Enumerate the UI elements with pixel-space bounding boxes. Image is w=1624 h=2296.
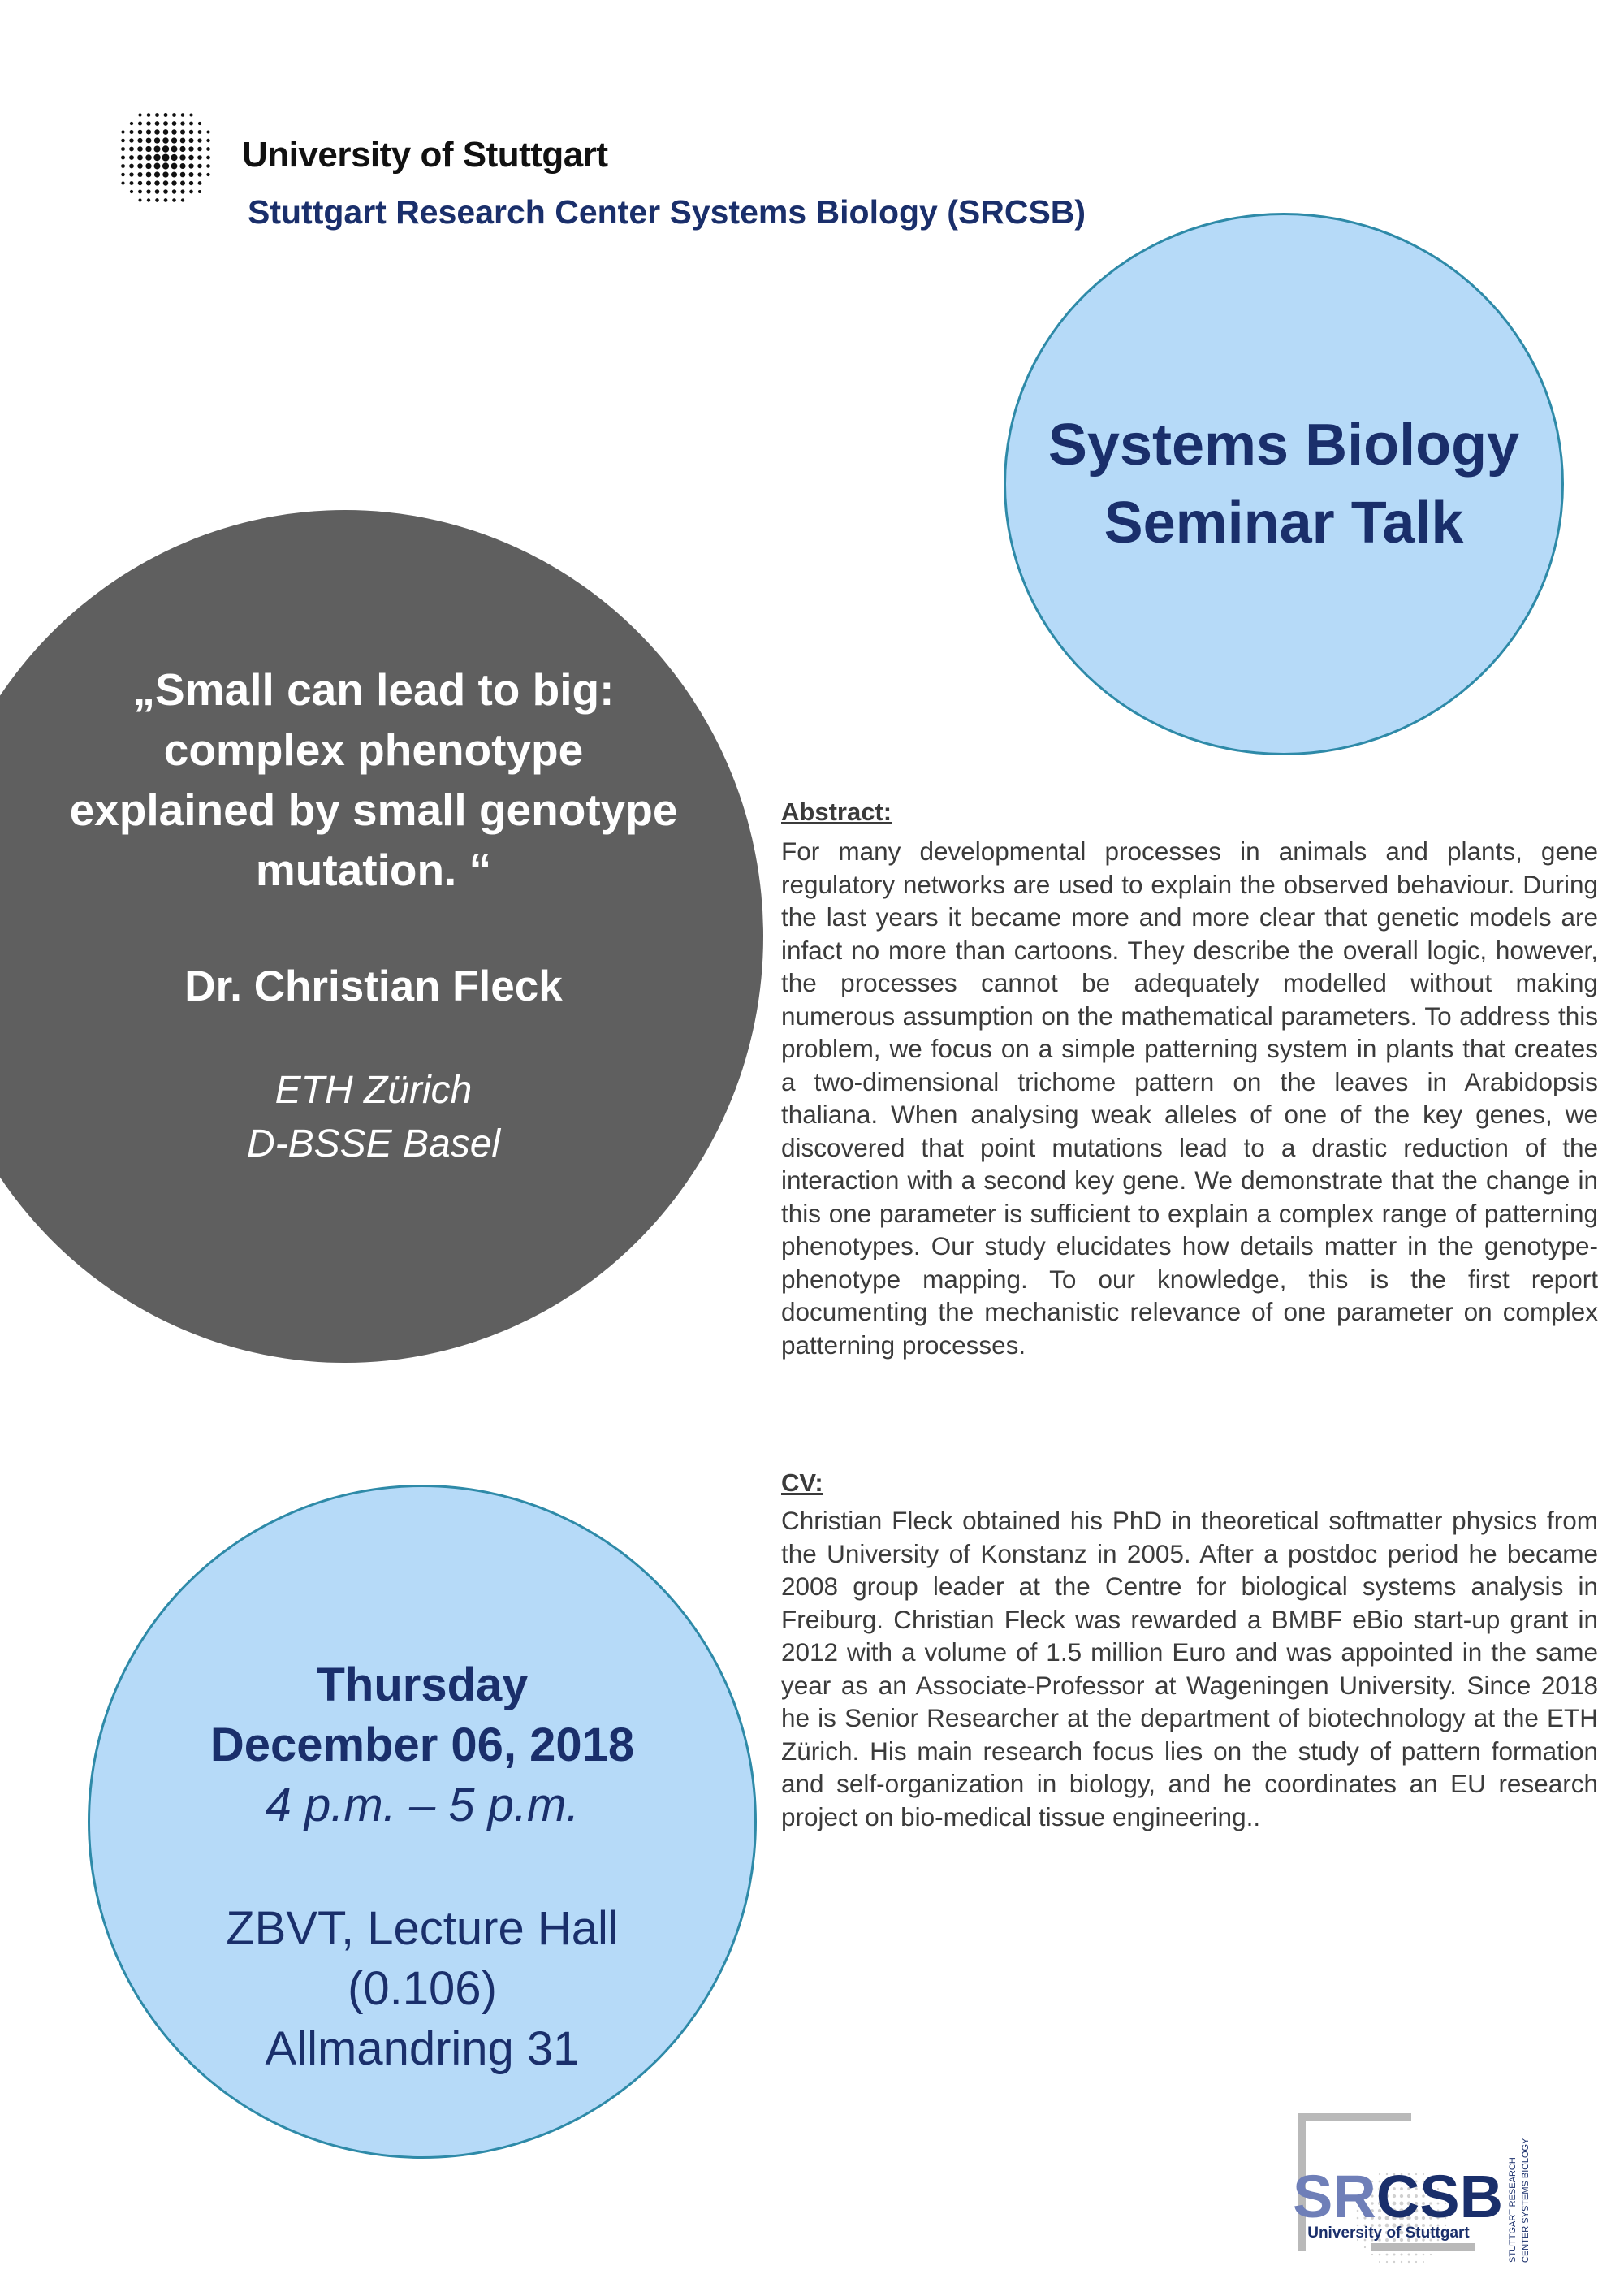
speaker-affiliation — [16, 1064, 731, 1171]
logo-bracket-bottom — [1371, 2243, 1475, 2251]
talk-title-line: mutation. “ — [255, 845, 492, 895]
event-date-text: December 06, 2018 — [209, 1719, 635, 1771]
talk-title-line: complex phenotype — [163, 724, 584, 775]
location-line: ZBVT, Lecture Hall — [226, 1902, 619, 1955]
cv-heading: CV: — [781, 1468, 823, 1497]
event-type-title — [1004, 406, 1564, 562]
logo-bracket-top — [1298, 2113, 1411, 2121]
university-name: University of Stuttgart — [242, 135, 608, 175]
cv-text: Christian Fleck obtained his PhD in theoretical softmatter physics from the University of Konstanz in 2005. After a postdoc period he became 2008 group leader at the Centre for biological systems analysis in Freiburg. Christian Fleck was rewarded a BMBF eBio start-up grant in 2012 with a volume of 1.5 million Euro and was appointed in the same year as an Associate-Professor at Wageningen University. Since 2018 he is Senior Researcher at the department of biotechnology at the ETH Zürich. His main research focus lies on the study of pattern formation and self-organization in biology, and he coordinates an EU research project on bio-medical tissue engineering.. — [781, 1506, 1598, 1831]
affiliation-line: D-BSSE Basel — [246, 1122, 501, 1165]
srcsb-logo — [1267, 2104, 1543, 2270]
abstract-text: For many developmental processes in animals and plants, gene regulatory networks are used to explain the observed behaviour. During the last years it became more and more clear that genetic models are infact no more than cartoons. They describe the overall logic, however, the processes cannot be adequately modelled without making numerous assumption on the mathematical parameters. To address this problem, we focus on a simple patterning system in plants that creates a two-dimensional trichome pattern on the leaves in Arabidopsis thaliana. When analysing weak alleles of one of the key genes, we discovered that point mutations lead to a drastic reduction of the interaction with a second key gene. We demonstrate that the change in this one parameter is sufficient to explain a complex range of patterning phenotypes. Our study elucidates how details matter in the genotype-phenotype mapping. To our knowledge, this is the first report documenting the mechanistic relevance of one parameter on complex patterning processes. — [781, 837, 1598, 1360]
research-center-name: Stuttgart Research Center Systems Biology (SRCSB) — [248, 193, 1086, 231]
srcsb-vertical-line: CENTER SYSTEMS BIOLOGY — [1521, 2138, 1531, 2263]
event-date — [88, 1655, 757, 1836]
event-time: 4 p.m. – 5 p.m. — [265, 1779, 580, 1831]
talk-title-line: explained by small genotype — [69, 785, 678, 835]
srcsb-university: University of Stuttgart — [1307, 2225, 1470, 2242]
location-line: (0.106) — [348, 1962, 497, 2015]
affiliation-line: ETH Zürich — [274, 1069, 473, 1112]
abstract-heading: Abstract: — [781, 798, 892, 826]
talk-circle — [0, 510, 763, 1363]
event-type-line: Systems Biology — [1047, 413, 1520, 478]
location-line: Allmandring 31 — [265, 2022, 580, 2075]
event-day: Thursday — [316, 1658, 529, 1711]
srcsb-acronym: SRCSB — [1293, 2163, 1504, 2230]
event-location — [88, 1899, 757, 2079]
srcsb-vertical-line: STUTTGART RESEARCH — [1508, 2157, 1518, 2263]
talk-title — [16, 659, 731, 900]
university-logo-icon — [112, 104, 218, 210]
speaker-name: Dr. Christian Fleck — [184, 962, 563, 1010]
talk-title-line: „Small can lead to big: — [132, 664, 615, 715]
event-type-line: Seminar Talk — [1104, 491, 1464, 556]
